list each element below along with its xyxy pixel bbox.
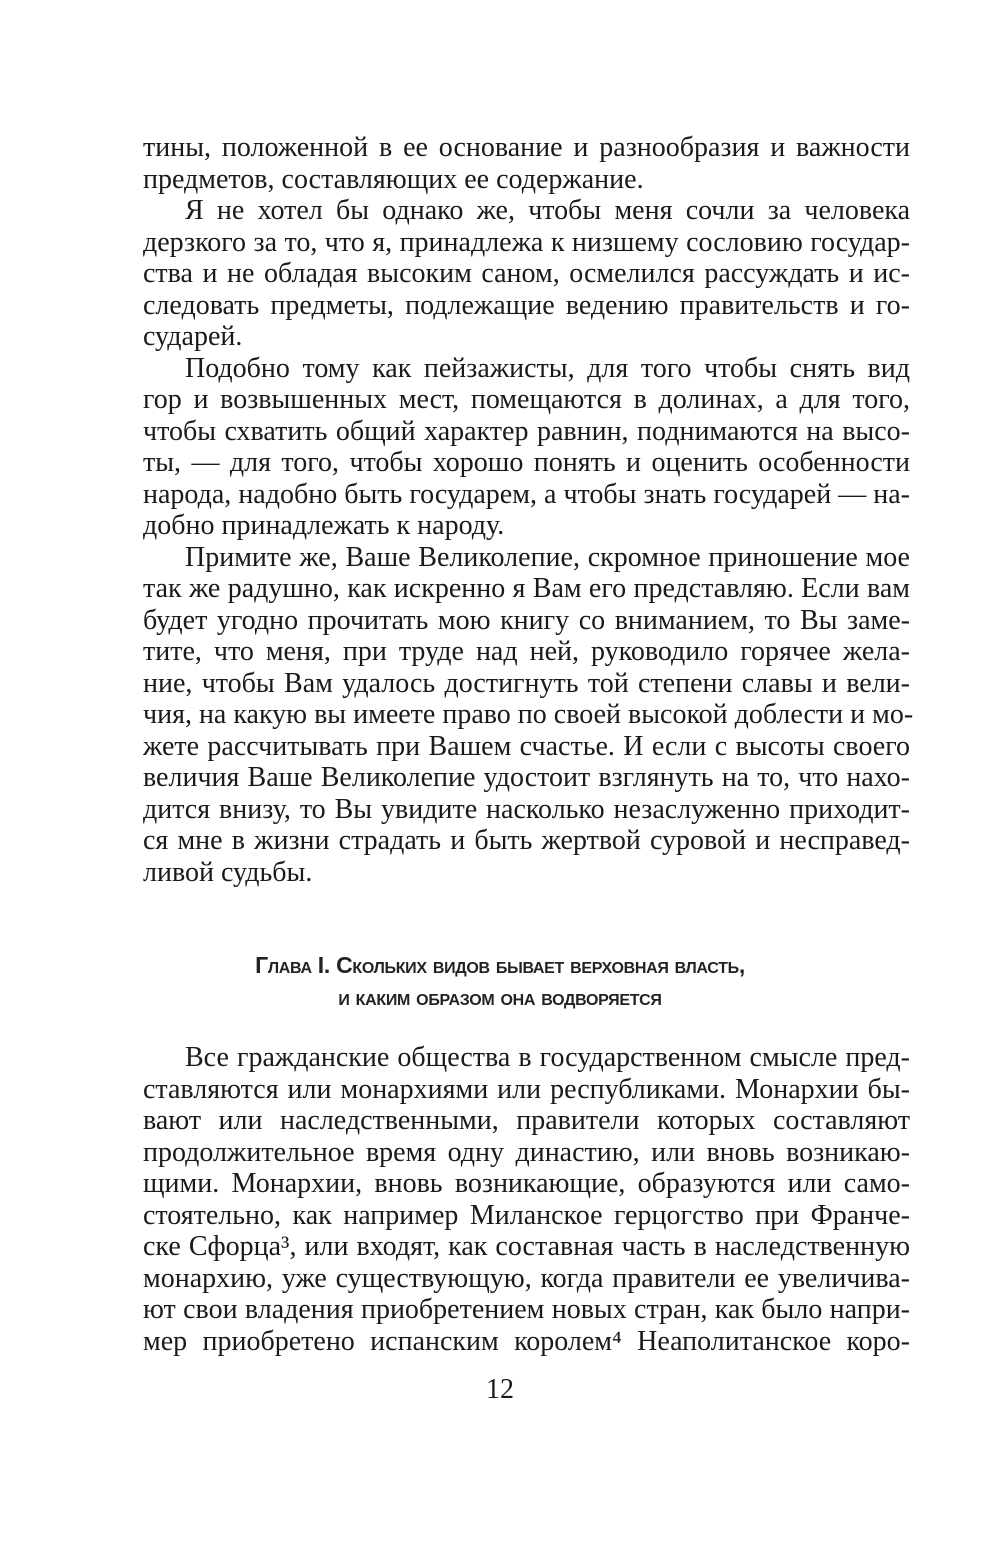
text-line: вают или наследственными, правители которых составляют bbox=[143, 1105, 910, 1136]
text-line: ты, — для того, чтобы хорошо понять и оценить особенности bbox=[143, 447, 910, 478]
text-line: ливой судьбы. bbox=[143, 857, 313, 888]
text-line: добно принадлежать к народу. bbox=[143, 510, 505, 541]
text-line: величия Ваше Великолепие удостоит взглянуть на то, что нахо- bbox=[143, 762, 910, 793]
text-line: монархию, уже существующую, когда правители ее увеличива- bbox=[143, 1263, 910, 1294]
text-line: ют свои владения приобретением новых стран, как было напри- bbox=[143, 1294, 910, 1325]
text-line: Подобно тому как пейзажисты, для того чтобы снять вид bbox=[185, 353, 910, 384]
page-number: 12 bbox=[486, 1374, 514, 1405]
text-line: Все гражданские общества в государственном смысле пред- bbox=[185, 1042, 910, 1073]
chapter-heading-line-1: Глава I. Скольких видов бывает верховная власть, bbox=[255, 952, 745, 978]
text-line: ние, чтобы Вам удалось достигнуть той степени славы и вели- bbox=[143, 668, 910, 699]
text-line: народа, надобно быть государем, а чтобы знать государей — на- bbox=[143, 479, 910, 510]
text-line: ства и не обладая высоким саном, осмелился рассуждать и ис- bbox=[143, 258, 910, 289]
text-line: жете рассчитывать при Вашем счастье. И если с высоты своего bbox=[143, 731, 910, 762]
text-line: гор и возвышенных мест, помещаются в долинах, а для того, bbox=[143, 384, 910, 415]
text-line: стоятельно, как например Миланское герцогство при Франче- bbox=[143, 1200, 910, 1231]
text-line: дится внизу, то Вы увидите насколько незаслуженно приходит- bbox=[143, 794, 910, 825]
text-line: тины, положенной в ее основание и разнообразия и важности bbox=[143, 132, 910, 163]
text-line: дерзкого за то, что я, принадлежа к низшему сословию государ- bbox=[143, 227, 910, 258]
text-line: тите, что меня, при труде над ней, руководило горячее жела- bbox=[143, 636, 910, 667]
text-line: щими. Монархии, вновь возникающие, образуются или само- bbox=[143, 1168, 910, 1199]
text-line: ся мне в жизни страдать и быть жертвой суровой и несправед- bbox=[143, 825, 910, 856]
text-line: ске Сфорца³, или входят, как составная часть в наследственную bbox=[143, 1231, 910, 1262]
text-line: ставляются или монархиями или республиками. Монархии бы- bbox=[143, 1074, 910, 1105]
text-line: мер приобретено испанским королем⁴ Неаполитанское коро- bbox=[143, 1326, 910, 1357]
text-line: так же радушно, как искренно я Вам его представляю. Если вам bbox=[143, 573, 910, 604]
text-line: чтобы схватить общий характер равнин, поднимаются на высо- bbox=[143, 416, 910, 447]
chapter-heading-line-2: и каким образом она водворяется bbox=[338, 984, 662, 1010]
text-line: сударей. bbox=[143, 321, 243, 352]
text-line: продолжительное время одну династию, или вновь возникаю- bbox=[143, 1137, 910, 1168]
text-line: Я не хотел бы однако же, чтобы меня сочли за человека bbox=[185, 195, 910, 226]
text-line: Примите же, Ваше Великолепие, скромное приношение мое bbox=[185, 542, 910, 573]
text-line: чия, на какую вы имеете право по своей высокой доблести и мо- bbox=[143, 699, 914, 730]
text-line: будет угодно прочитать мою книгу со вниманием, то Вы заме- bbox=[143, 605, 910, 636]
text-line: следовать предметы, подлежащие ведению правительств и го- bbox=[143, 290, 910, 321]
text-line: предметов, составляющих ее содержание. bbox=[143, 164, 644, 195]
